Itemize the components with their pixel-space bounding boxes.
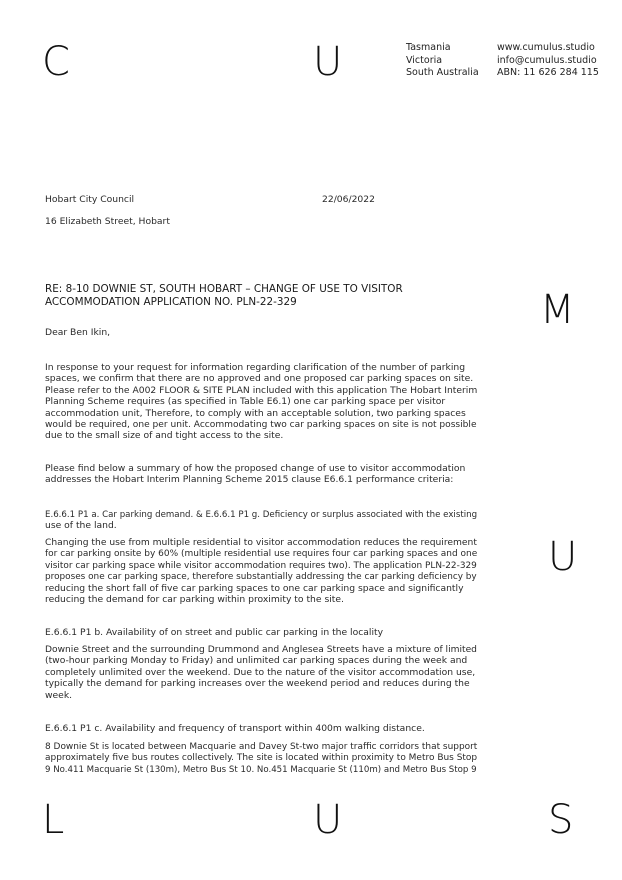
logo-letter-u: U <box>313 39 343 85</box>
summary-paragraph: Please find below a summary of how the proposed change of use to visitor accommodation addresses the Hobart Interim Planning Scheme 2015 clause E6.6.1 performance criteria: <box>45 463 466 486</box>
intro-paragraph: In response to your request for information regarding clarification of the number of parking spaces, we confirm that there are no approved and one proposed car parking spaces on site. Please refer to the A002 FLOOR & SITE PLAN included with this application The Hobart Interim Planning Scheme requires (as specified in Table E6.1) one car parking space per visitor accommodation unit, Therefore, to comply with an acceptable solution, two parking spaces would be required, one per unit. Accommodating two car parking spaces on site is not possible due to the small size of and tight access to the site. <box>45 362 478 442</box>
recipient-address: 16 Elizabeth Street, Hobart <box>45 216 170 227</box>
locations-list <box>406 42 479 80</box>
location-south-australia: South Australia <box>406 67 479 78</box>
criterion-a-heading: E.6.6.1 P1 a. Car parking demand. & E.6.6.1 P1 g. Deficiency or surplus associated with the existing use of the land. <box>45 509 478 532</box>
logo-letter-m: M <box>540 287 575 333</box>
location-victoria: Victoria <box>406 54 443 66</box>
criterion-b-heading: E.6.6.1 P1 b. Availability of on street and public car parking in the locality <box>45 627 384 638</box>
salutation: Dear Ben Ikin, <box>45 327 111 338</box>
email-link[interactable]: info@cumulus.studio <box>497 54 597 66</box>
logo-letter-c: C <box>42 39 70 85</box>
subject-heading: RE: 8-10 DOWNIE ST, SOUTH HOBART – CHANGE OF USE TO VISITOR ACCOMMODATION APPLICATION NO. PLN-22-329 <box>45 283 403 308</box>
letter-date: 22/06/2022 <box>322 194 375 205</box>
abn-number: ABN: 11 626 284 115 <box>497 67 599 78</box>
criterion-c-heading: E.6.6.1 P1 c. Availability and frequency of transport within 400m walking distance. <box>45 723 425 734</box>
logo-letter-s: S <box>548 797 574 843</box>
logo-letter-u2: U <box>548 534 578 580</box>
logo-letter-u3: U <box>313 797 343 843</box>
criterion-b-body: Downie Street and the surrounding Drummond and Anglesea Streets have a mixture of limited (two-hour parking Monday to Friday) and unlimited car parking spaces during the week and completely unlimited over the weekend. Due to the nature of the visitor accommodation use, typically the demand for parking increases over the weekend period and reduces during the week. <box>45 644 477 701</box>
logo-letter-l: L <box>42 797 65 843</box>
criterion-a-body: Changing the use from multiple residential to visitor accommodation reduces the requirement for car parking onsite by 60% (multiple residential use requires four car parking spaces and one visitor car parking space while visitor accommodation requires two). The application PLN-22-329 proposes one car parking space, therefore substantially addressing the car parking deficiency by reducing the short fall of five car parking spaces to one car parking space and significantly reducing the demand for car parking within proximity to the site. <box>45 537 478 606</box>
location-tasmania: Tasmania <box>406 42 451 53</box>
contact-list <box>497 42 599 80</box>
recipient-name: Hobart City Council <box>45 194 135 205</box>
website-link[interactable]: www.cumulus.studio <box>497 42 595 53</box>
criterion-c-body: 8 Downie St is located between Macquarie and Davey St-two major traffic corridors that support approximately five bus routes collectively. The site is located within proximity to Metro Bus Stop 9 No.411 Macquarie St (130m), Metro Bus St 10. No.451 Macquarie St (110m) and Metro Bus Stop 9 <box>45 741 478 775</box>
